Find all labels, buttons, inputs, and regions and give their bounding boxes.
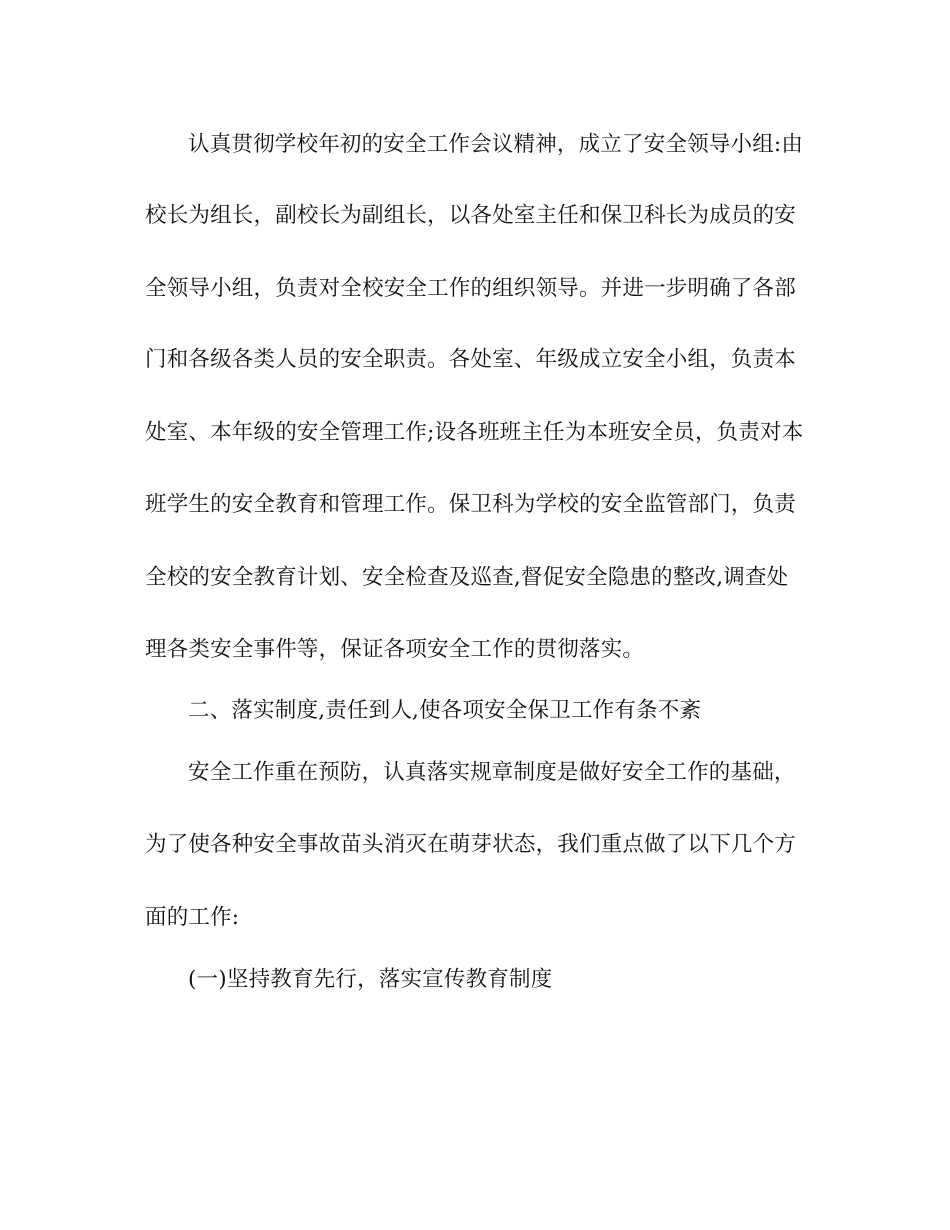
paragraph-line-10: 为了使各种安全事故苗头消灭在萌芽状态，我们重点做了以下几个方 [145, 832, 797, 857]
paragraph-line-2: 校长为组长，副校长为副组长，以各处室主任和保卫科长为成员的安 [145, 203, 797, 228]
section-heading: 二、落实制度,责任到人,使各项安全保卫工作有条不紊 [188, 698, 702, 723]
paragraph-line-7: 全校的安全教育计划、安全检查及巡查,督促安全隐患的整改,调查处 [145, 565, 789, 590]
paragraph-line-4: 门和各级各类人员的安全职责。各处室、年级成立安全小组，负责本 [145, 347, 797, 372]
paragraph-line-3: 全领导小组，负责对全校安全工作的组织领导。并进一步明确了各部 [145, 276, 797, 301]
paragraph-line-6: 班学生的安全教育和管理工作。保卫科为学校的安全监管部门，负责 [145, 492, 797, 517]
paragraph-line-8: 理各类安全事件等，保证各项安全工作的贯彻落实。 [145, 637, 645, 662]
paragraph-line-1: 认真贯彻学校年初的安全工作会议精神，成立了安全领导小组:由 [188, 132, 804, 157]
paragraph-line-5: 处室、本年级的安全管理工作;设各班班主任为本班安全员，负责对本 [145, 420, 804, 445]
paragraph-line-9: 安全工作重在预防，认真落实规章制度是做好安全工作的基础， [188, 760, 796, 785]
paragraph-line-11: 面的工作: [145, 905, 240, 930]
subsection-heading: (一)坚持教育先行，落实宣传教育制度 [188, 967, 553, 992]
